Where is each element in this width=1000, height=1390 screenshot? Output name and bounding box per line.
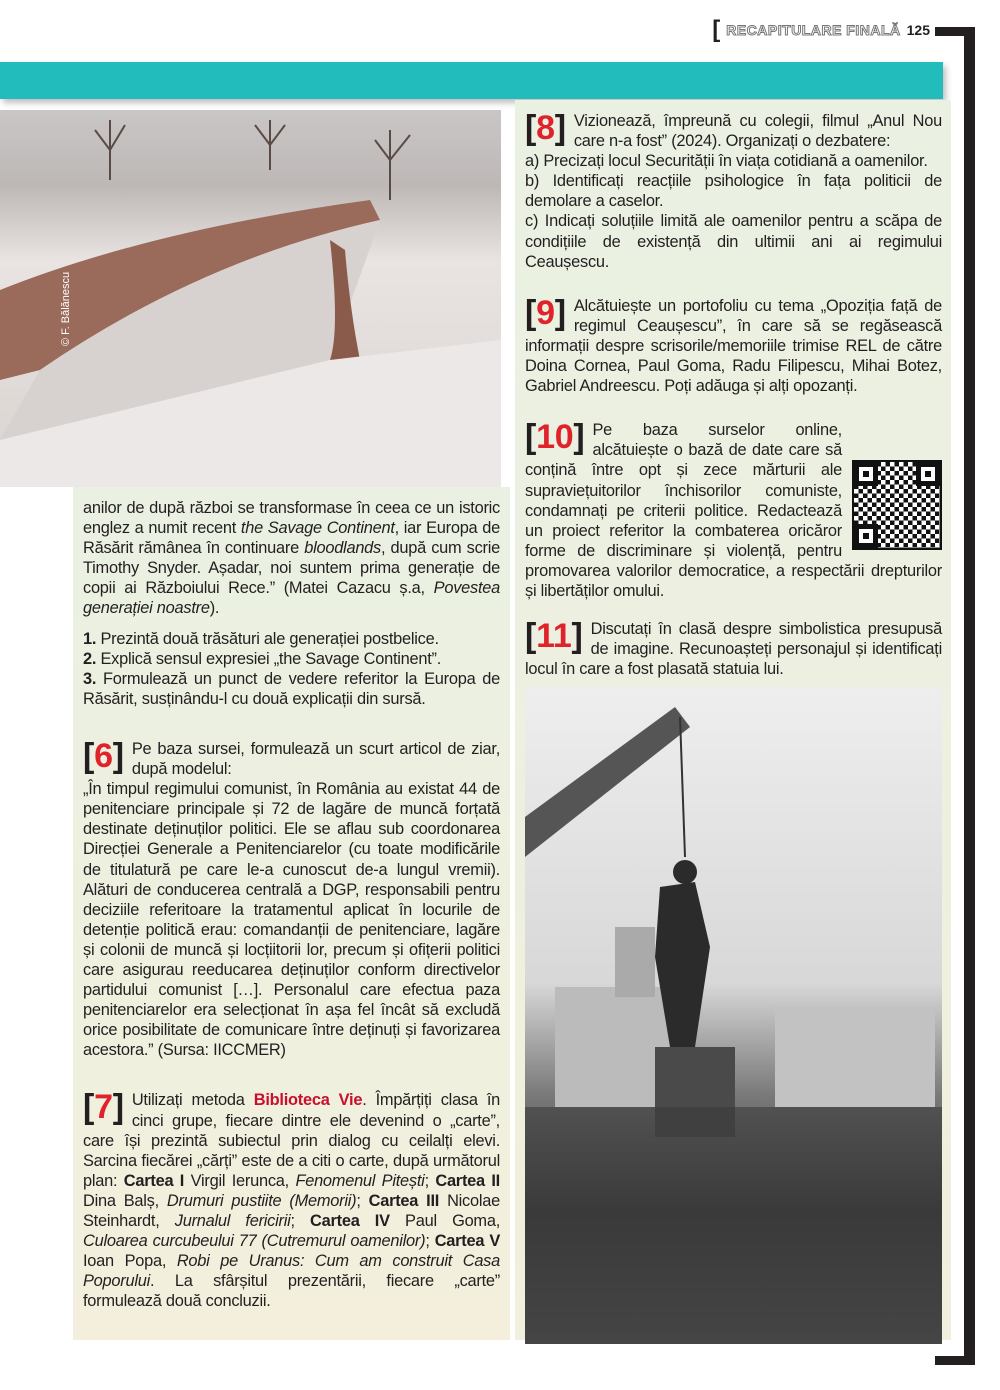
right-column: [525, 111, 942, 1344]
exercise-text: Vizionează, împreună cu colegii, filmul „Anul Nou care n-a fost” (2024). Organizați o dezbatere:: [573, 112, 942, 151]
statue-illustration: [525, 687, 942, 1344]
source-quote-end: anilor de după război se transformase în ceea ce un istoric englez a numit recent the Savage Continent, iar Europa de Răsărit rămânea în continuare bloodlands, după cum scrie Timothy Snyder. Așadar, noi suntem prima generație de copii ai Războiului Rece.” (Matei Cazacu ș.a, Povestea generației noastre).: [83, 499, 500, 618]
exercise-7: [83, 1090, 500, 1311]
exercise-11: [525, 619, 942, 679]
frame-bottom: [935, 1356, 975, 1365]
qr-code[interactable]: [852, 460, 942, 550]
running-header: [712, 18, 930, 42]
item-c: c) Indicați soluțiile limită ale oamenilor pentru a scăpa de condițiile de existență din ultimii ani ai regimului Ceaușescu.: [525, 212, 942, 271]
method-link: Biblioteca Vie: [253, 1091, 363, 1110]
item-b: b) Identificați reacțiile psihologice în fața politicii de demolare a caselor.: [525, 172, 942, 211]
page-number: 125: [906, 22, 930, 38]
statue-removal-photo: [525, 687, 942, 1344]
exercise-9: [525, 293, 942, 396]
exercise-text: Discutați în clasă despre simbolistica presupusă de imagine. Recunoașteți personajul și identificați locul în care a fost plasată statuia lui.: [525, 620, 942, 679]
item-a: a) Precizați locul Securității în viața cotidiană a oamenilor.: [525, 152, 928, 171]
bracket-icon: [: [712, 16, 721, 43]
exercise-10: [525, 420, 942, 601]
section-title: RECAPITULARE FINALĂ: [726, 22, 901, 38]
exercise-6: [83, 736, 500, 1061]
exercise-number: [6]: [83, 736, 124, 775]
exercise-number: [10]: [525, 418, 585, 457]
exercise-number: [7]: [83, 1088, 124, 1127]
exercise-text: Pe baza surselor online, alcătuiește o bază de date care să conțină între opt și zece mărturii ale supraviețuitorilor închisorilor comuniste, condamnați pe criterii politice. Redactează un proiect referitor la combaterea oricăror forme de discriminare și violență, pentru promovarea valorilor democratice, a respectării drepturilor și libertăților omului.: [525, 421, 942, 600]
frame-side: [964, 27, 975, 1365]
exercise-text: Pe baza sursei, formulează un scurt articol de ziar, după modelul:: [131, 739, 500, 779]
exercise-number: [11]: [525, 617, 583, 656]
exercise-text: Utilizați metoda Biblioteca Vie. Împărțiți clasa în cinci grupe, fiecare dintre ele devenind o „carte”, care își prezintă subiectul prin dialog cu ceilalți elevi. Sarcina fiecărei „cărți” este de a citi o carte, după următorul plan: Cartea I Virgil Ierunca, Fenomenul Pitești; Cartea II Dina Balș, Drumuri pustiite (Memorii); Cartea III Nicolae Steinhardt, Jurnalul fericirii; Cartea IV Paul Goma, Culoarea curcubeului 77 (Cutremurul oamenilor); Cartea V Ioan Popa, Robi pe Uranus: Cum am construit Casa Poporului. La sfârșitul prezentării, fiecare „carte” formulează două concluzii.: [83, 1091, 501, 1311]
snowy-prison-photo: [0, 110, 501, 487]
exercise-number: [8]: [525, 109, 566, 147]
landscape-illustration: [0, 110, 501, 487]
exercise-8: [525, 111, 942, 272]
question-2: 2. Explică sensul expresiei „the Savage Continent”.: [83, 649, 442, 668]
exercise-number: [9]: [525, 293, 566, 332]
teal-banner: [0, 62, 943, 99]
question-3: 3. Formulează un punct de vedere referitor la Europa de Răsărit, susținându-l cu două explicații din sursă.: [83, 669, 500, 708]
question-1: 1. Prezintă două trăsături ale generației postbelice.: [83, 629, 439, 648]
exercise-quote: „În timpul regimului comunist, în România au existat 44 de penitenciare principale și 72 de lagăre de muncă forțată destinate deținuților politici. Ele se aflau sub coordonarea Direcției Generale a Penitenciarelor (cu toate modificările de titulatură pe care le-a cunoscut de-a lungul vremii). Alături de conducerea centrală a DGP, responsabili pentru deciziile referitoare la tratamentul aplicat în locurile de detenție politică erau: comandanții de penitenciare, lagăre și colonii de muncă și locțiitorii lor, precum și ofițerii politici care asigurau reeducarea deținuților conform directivelor partidului comunist […]. Personalul care efectua paza penitenciarelor era selecționat în așa fel încât să excludă orice posibilitate de comunicare între deținuți și favorizarea acestora.” (Sursa: IICCMER): [83, 780, 500, 1060]
exercise-text: Alcătuiește un portofoliu cu tema „Opoziția față de regimul Ceaușescu”, în care să se regăsească informații despre scrisorile/memoriile trimise REL de către Doina Cornea, Paul Goma, Radu Filipescu, Mihai Botez, Gabriel Andreescu. Poți adăuga și alți opozanți.: [525, 296, 942, 396]
left-column: [83, 498, 500, 1311]
photo-credit: © F. Bălănescu: [60, 271, 72, 346]
